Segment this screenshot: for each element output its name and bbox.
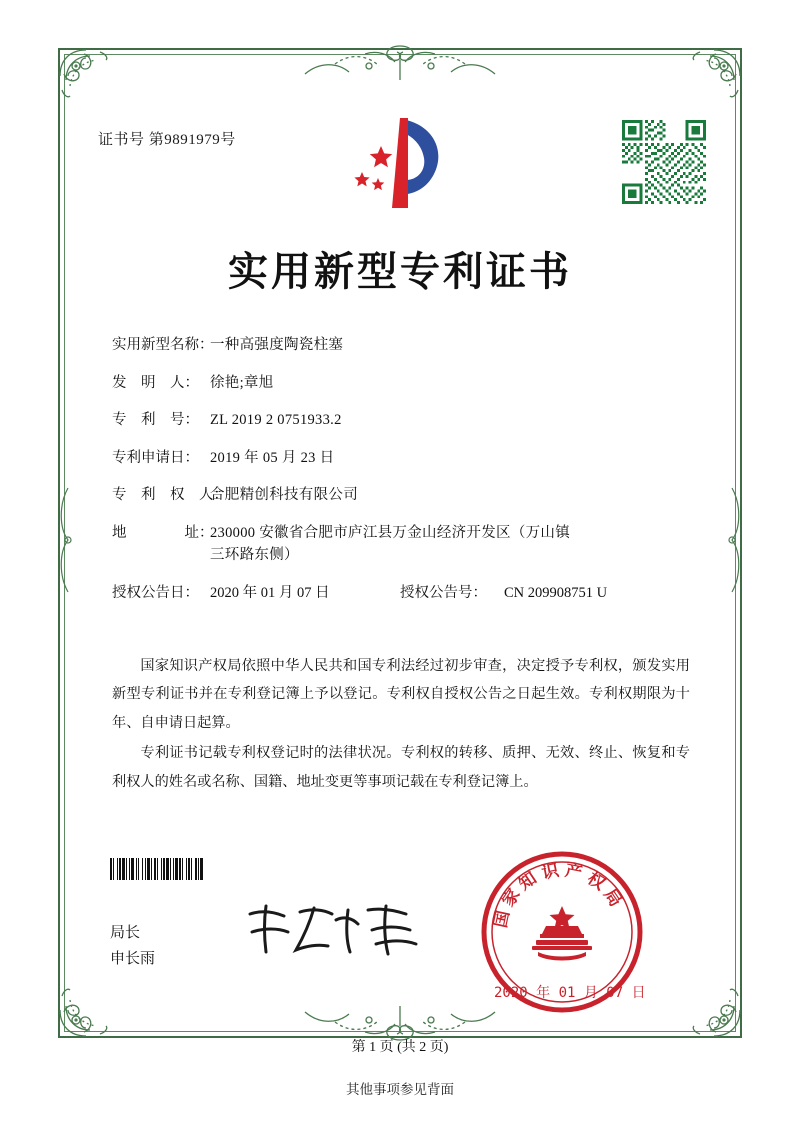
svg-text:知: 知 — [515, 868, 541, 895]
side-ornament-icon — [719, 480, 745, 600]
barcode — [110, 858, 320, 880]
seal-date: 2020 年 01 月 07 日 — [494, 985, 646, 1001]
field-value: 一种高强度陶瓷柱塞 — [210, 337, 344, 353]
corner-ornament-icon — [56, 46, 126, 116]
corner-ornament-icon — [674, 46, 744, 116]
svg-text:家: 家 — [498, 885, 525, 911]
signature-block — [110, 920, 155, 973]
paragraph-2: 专利证书记载专利权登记时的法律状况。专利权的转移、质押、无效、终止、恢复和专利权人的姓名或名称、国籍、地址变更等事项记载在专利登记簿上。 — [112, 745, 690, 790]
side-ornament-icon — [55, 480, 81, 600]
handwritten-signature-icon — [240, 900, 430, 962]
svg-text:识: 识 — [540, 860, 561, 884]
address-line-1: 230000 安徽省合肥市庐江县万金山经济开发区（万山镇 — [210, 524, 571, 541]
field-application-date — [112, 451, 692, 466]
field-inventor — [112, 376, 692, 391]
svg-text:权: 权 — [583, 868, 609, 895]
qr-code — [622, 120, 706, 204]
field-label: 专利申请日： — [112, 449, 199, 466]
certificate-number: 证书号 第9891979号 — [98, 132, 236, 148]
field-patentee — [112, 488, 692, 503]
field-grant-row — [112, 586, 692, 601]
svg-text:产: 产 — [563, 860, 584, 884]
field-label: 专 利 权 人： — [112, 487, 228, 503]
signature-role: 局长 — [110, 925, 141, 941]
field-value — [210, 526, 692, 563]
field-label: 地 址： — [112, 524, 214, 541]
field-label: 实用新型名称： — [112, 337, 214, 353]
grant-number-label: 授权公告号： — [400, 584, 487, 601]
field-list — [112, 338, 692, 623]
corner-ornament-icon — [674, 970, 744, 1040]
signature-name: 申长雨 — [110, 951, 156, 968]
svg-text:局: 局 — [599, 885, 626, 911]
top-ornament-icon — [265, 40, 535, 84]
legal-text — [112, 652, 690, 798]
grant-number-value: CN 209908751 U — [504, 584, 608, 601]
field-value: 2019 年 05 月 23 日 — [210, 449, 335, 466]
page-number: 第 1 页 (共 2 页) — [351, 1040, 449, 1055]
field-label: 发 明 人： — [112, 374, 199, 391]
page-title: 实用新型专利证书 — [228, 249, 572, 295]
field-label: 专 利 号： — [112, 412, 199, 428]
footer-note: 其他事项参见背面 — [346, 1082, 454, 1097]
address-line-2: 三环路东侧） — [210, 547, 299, 563]
cnipa-logo-icon — [348, 116, 454, 216]
field-address — [112, 526, 692, 563]
corner-ornament-icon — [56, 970, 126, 1040]
field-value: ZL 2019 2 0751933.2 — [210, 412, 342, 428]
field-value: 徐艳;章旭 — [210, 374, 274, 391]
field-patent-number — [112, 413, 692, 428]
paragraph-1: 国家知识产权局依照中华人民共和国专利法经过初步审查，决定授予专利权，颁发实用新型专利证书并在专利登记簿上予以登记。专利权自授权公告之日起生效。专利权期限为十年、自申请日起算。 — [112, 658, 690, 731]
svg-text:国: 国 — [490, 908, 514, 930]
field-utility-model-name — [112, 338, 692, 353]
grant-date-value: 2020 年 01 月 07 日 — [210, 584, 330, 601]
grant-date-label: 授权公告日： — [112, 584, 199, 601]
field-value: 合肥精创科技有限公司 — [210, 487, 358, 503]
